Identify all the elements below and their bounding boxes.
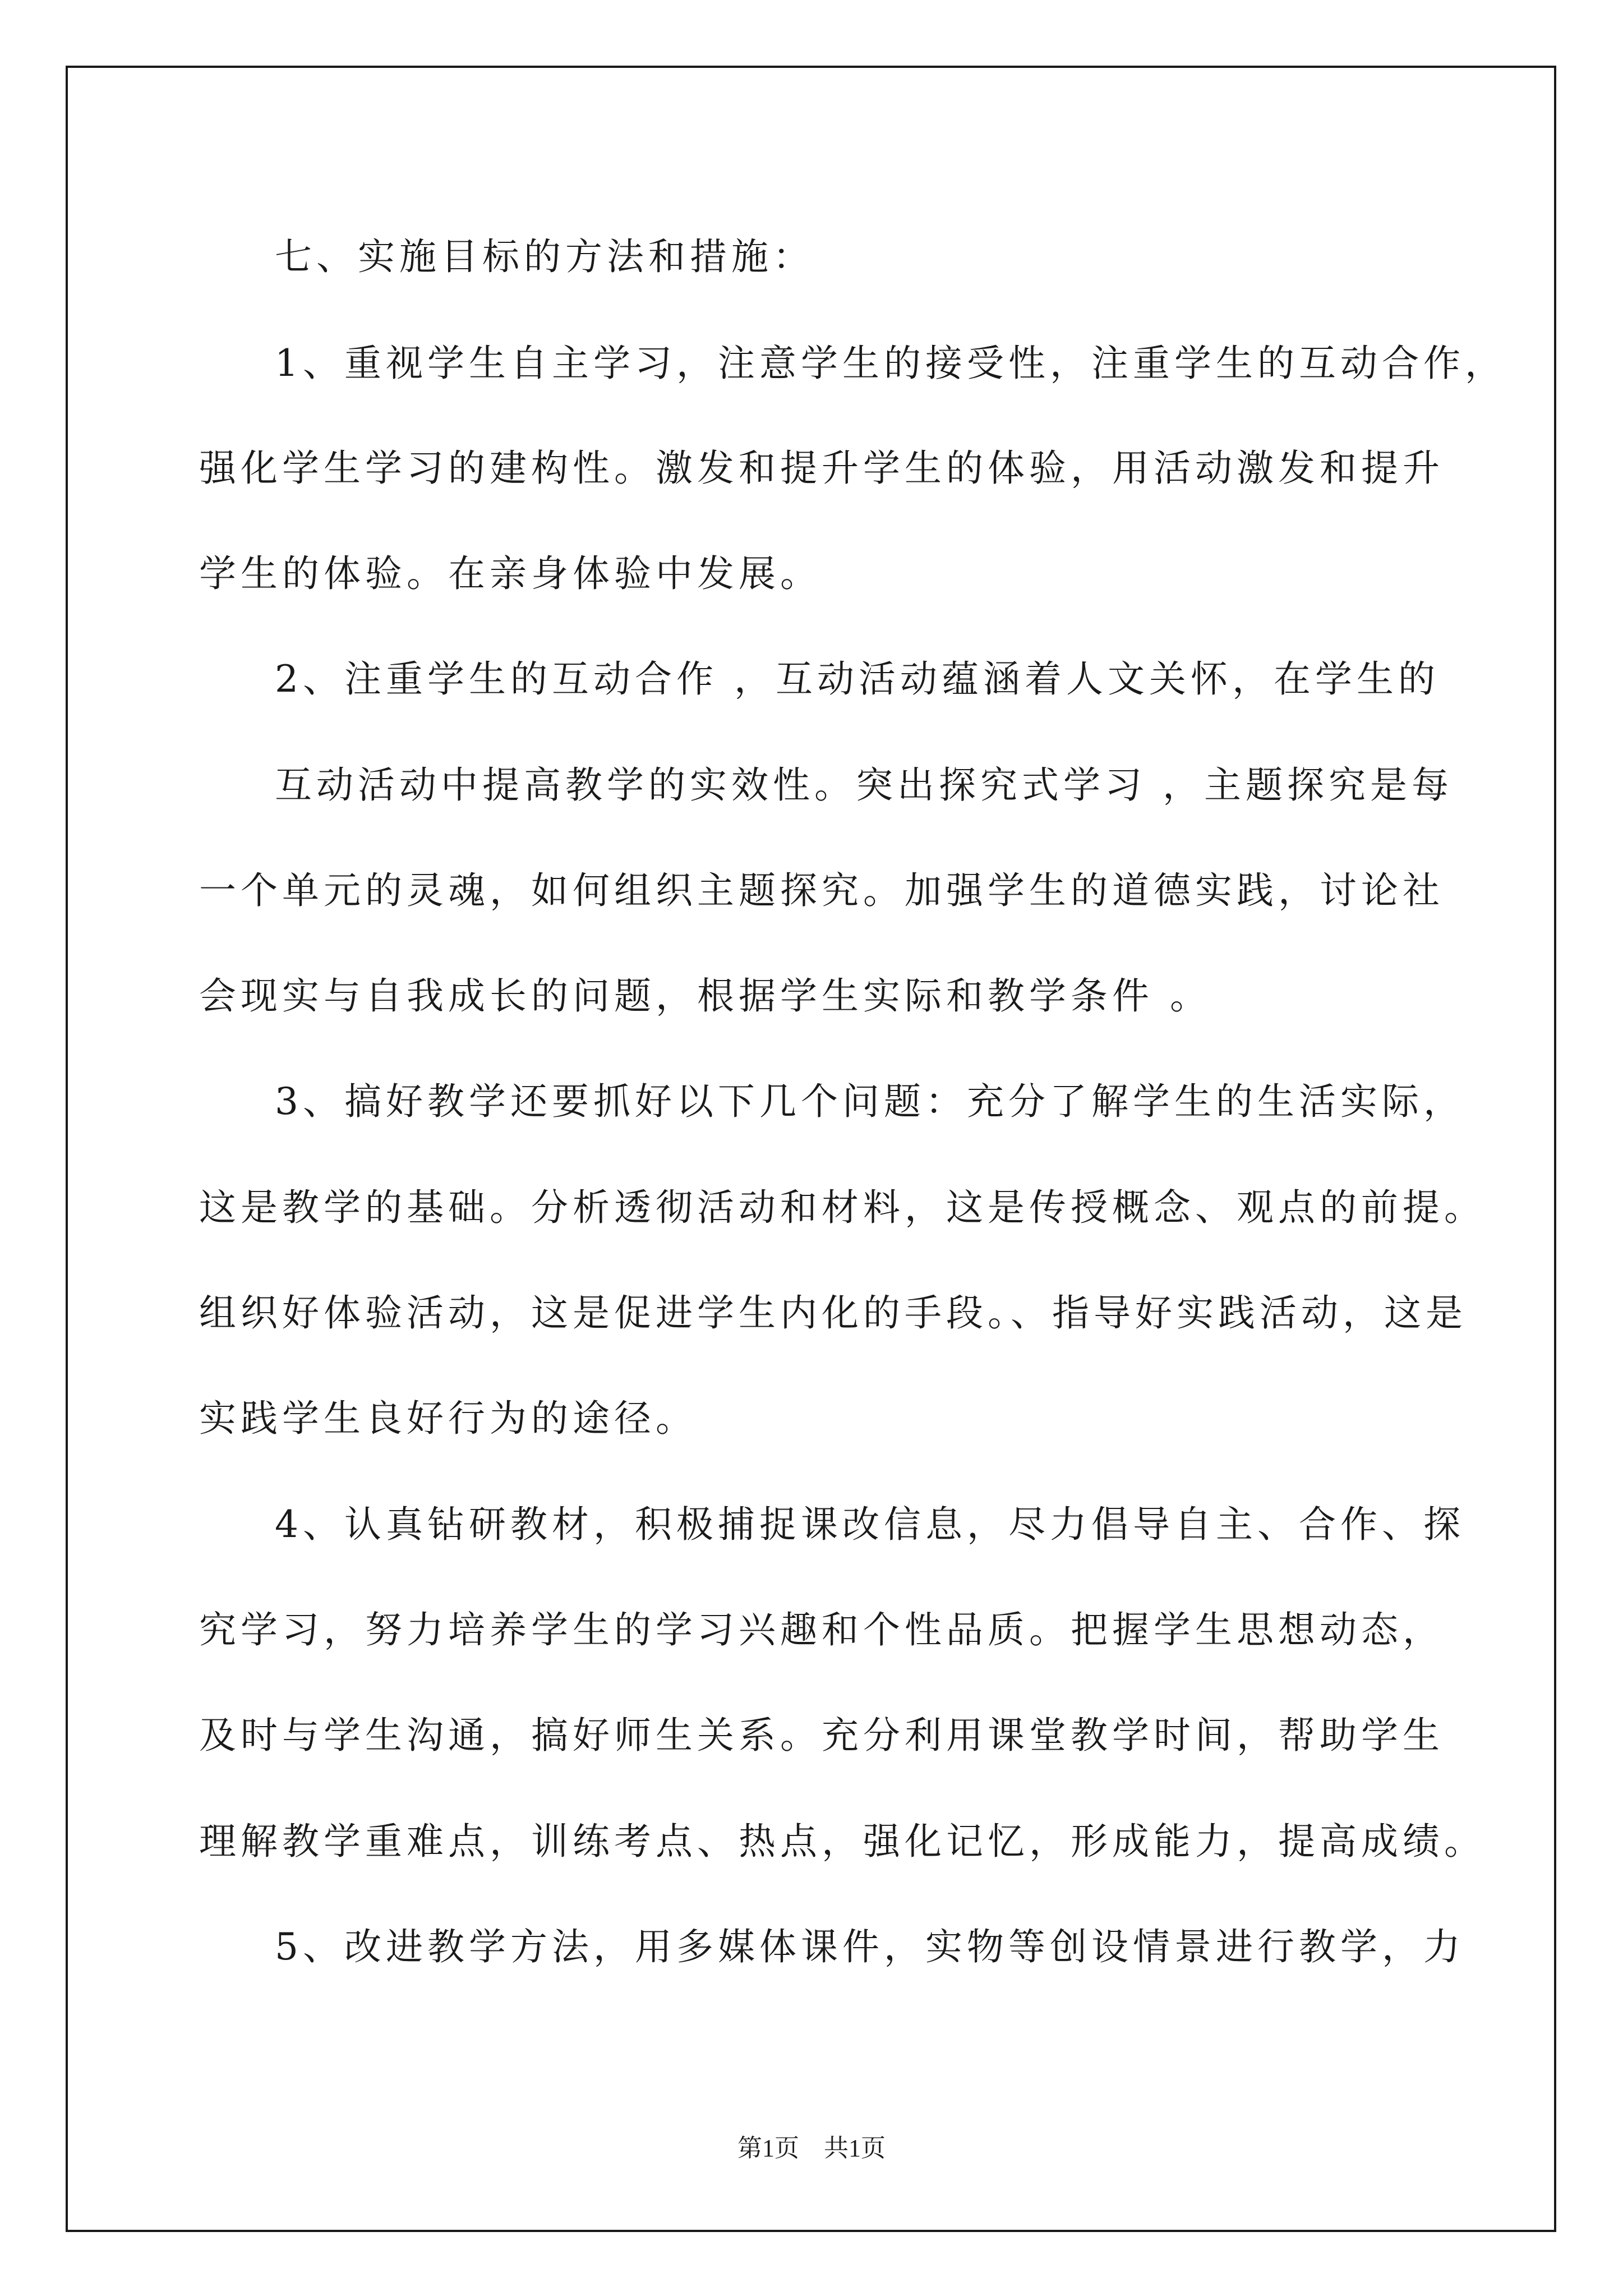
paragraph-line: 2、注重学生的互动合作 ，互动活动蕴涵着人文关怀，在学生的 (275, 657, 1440, 701)
page-total: 共1页 (824, 2134, 886, 2162)
paragraph-line: 互动活动中提高教学的实效性。突出探究式学习 ，主题探究是每 (275, 763, 1453, 807)
paragraph-line: 理解教学重难点，训练考点、热点，强化记忆，形成能力，提高成绩。 (199, 1820, 1486, 1863)
paragraph-line: 这是教学的基础。分析透彻活动和材料，这是传授概念、观点的前提。 (199, 1186, 1486, 1229)
section-heading: 七、实施目标的方法和措施： (275, 235, 814, 278)
paragraph-line: 实践学生良好行为的途径。 (199, 1397, 697, 1440)
paragraph-line: 1、重视学生自主学习，注意学生的接受性，注重学生的互动合作， (275, 342, 1506, 385)
page-footer (0, 2136, 1623, 2161)
page-frame (66, 66, 1556, 2232)
paragraph-line: 究学习，努力培养学生的学习兴趣和个性品质。把握学生思想动态， (199, 1608, 1444, 1651)
paragraph-line: 强化学生学习的建构性。激发和提升学生的体验，用活动激发和提升 (199, 447, 1444, 490)
paragraph-line: 组织好体验活动，这是促进学生内化的手段。、指导好实践活动，这是 (199, 1291, 1467, 1335)
paragraph-line: 会现实与自我成长的问题，根据学生实际和教学条件 。 (199, 974, 1211, 1018)
paragraph-line: 学生的体验。在亲身体验中发展。 (199, 552, 822, 595)
paragraph-line: 一个单元的灵魂，如何组织主题探究。加强学生的道德实践，讨论社 (199, 869, 1444, 912)
page-number: 第1页 (737, 2134, 799, 2162)
paragraph-line: 及时与学生沟通，搞好师生关系。充分利用课堂教学时间，帮助学生 (199, 1714, 1444, 1757)
paragraph-line: 3、搞好教学还要抓好以下几个问题：充分了解学生的生活实际， (275, 1080, 1465, 1123)
paragraph-line: 5、改进教学方法，用多媒体课件，实物等创设情景进行教学，力 (275, 1925, 1465, 1968)
paragraph-line: 4、认真钻研教材，积极捕捉课改信息，尽力倡导自主、合作、探 (275, 1503, 1465, 1546)
